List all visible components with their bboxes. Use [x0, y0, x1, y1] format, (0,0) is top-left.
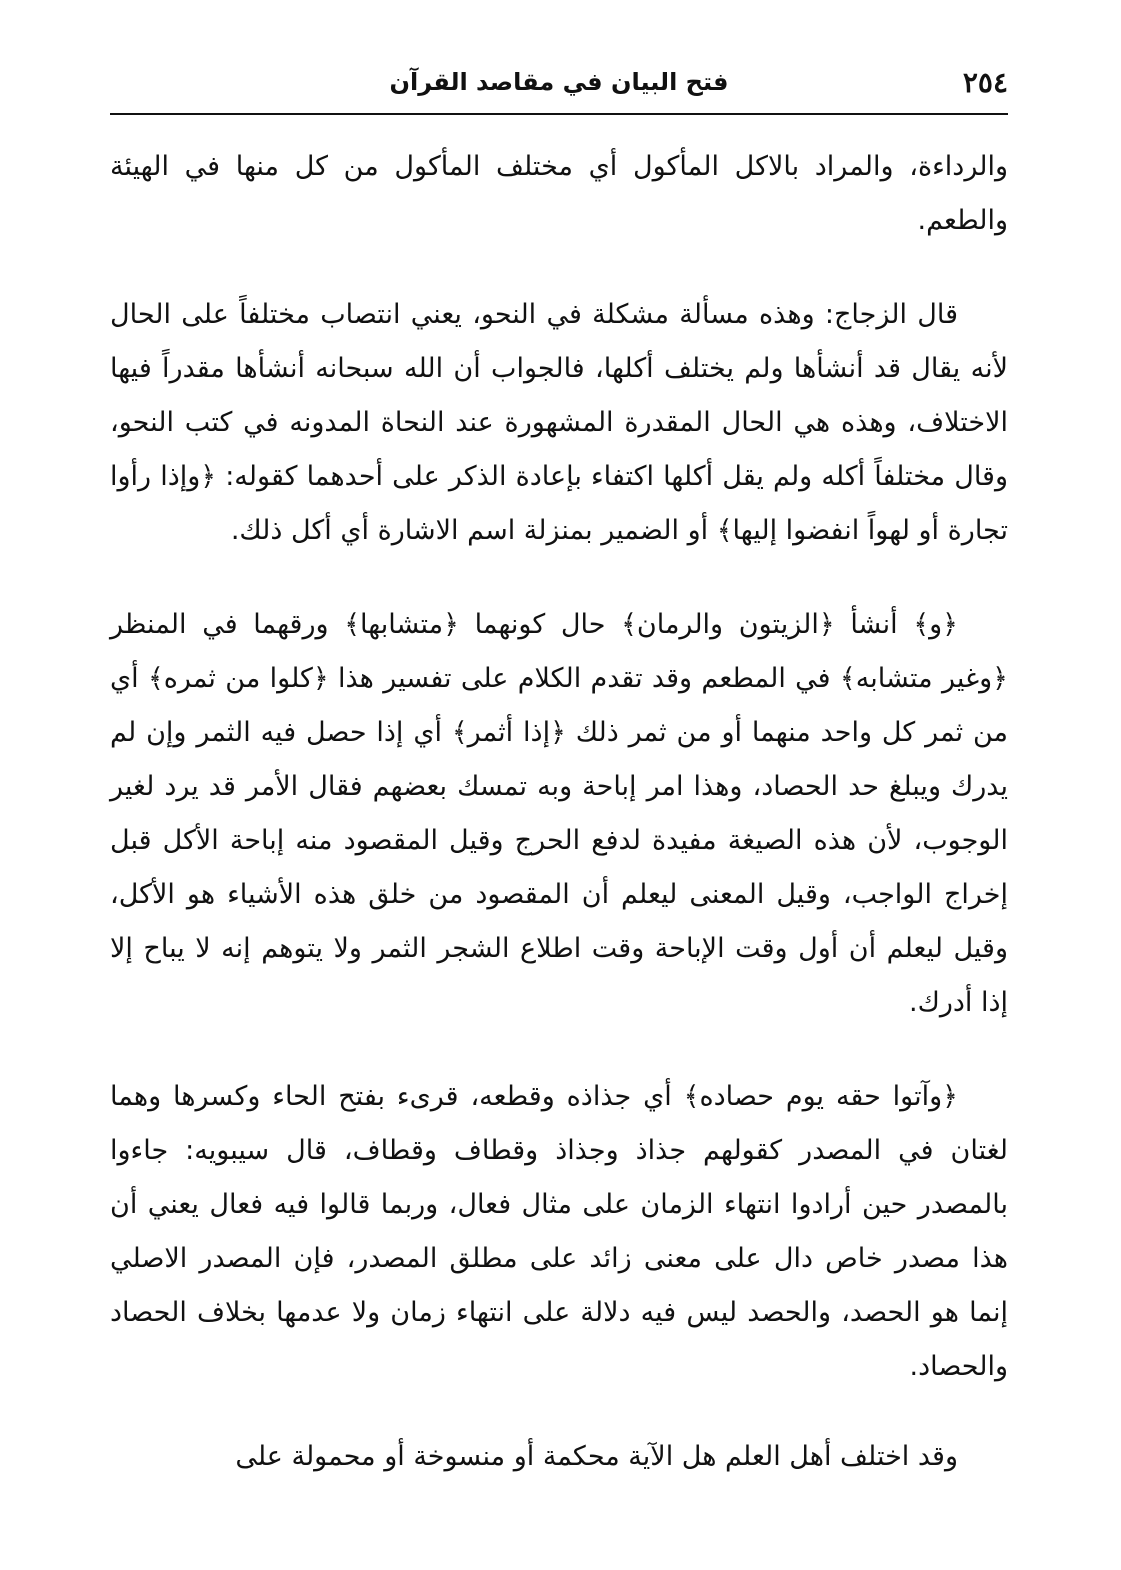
paragraph-5: وقد اختلف أهل العلم هل الآية محكمة أو منسوخة أو محمولة على	[235, 1441, 958, 1472]
paragraph-spacer	[110, 1030, 1008, 1070]
page-header	[110, 60, 1008, 108]
paragraph-spacer	[110, 558, 1008, 598]
paragraph-1: والرداءة، والمراد بالاكل المأكول أي مختلف المأكول من كل منها في الهيئة والطعم.	[110, 151, 1008, 236]
paragraph-4: ﴿وآتوا حقه يوم حصاده﴾ أي جذاذه وقطعه، قرىء بفتح الحاء وكسرها وهما لغتان في المصدر كقولهم جذاذ وجذاذ وقطاف وقطاف، قال سيبويه: جاءوا بالمصدر حين أرادوا انتهاء الزمان على مثال فعال، وربما قالوا فيه فعال يعني أن هذا مصدر خاص دال على معنى زائد على مطلق المصدر، فإن المصدر الاصلي إنما هو الحصد، والحصد ليس فيه دلالة على انتهاء زمان ولا عدمها بخلاف الحصاد والحصاد.	[110, 1081, 1008, 1382]
paragraph-spacer	[110, 248, 1008, 288]
page-number: ٢٥٤	[962, 66, 1008, 99]
paragraph-3: ﴿و﴾ أنشأ ﴿الزيتون والرمان﴾ حال كونهما ﴿متشابها﴾ ورقهما في المنظر ﴿وغير متشابه﴾ في المطعم وقد تقدم الكلام على تفسير هذا ﴿كلوا من ثمره﴾ أي من ثمر كل واحد منهما أو من ثمر ذلك ﴿إذا أثمر﴾ أي إذا حصل فيه الثمر وإن لم يدرك ويبلغ حد الحصاد، وهذا امر إباحة وبه تمسك بعضهم فقال الأمر قد يرد لغير الوجوب، لأن هذه الصيغة مفيدة لدفع الحرج وقيل المقصود منه إباحة الأكل قبل إخراج الواجب، وقيل المعنى ليعلم أن المقصود من خلق هذه الأشياء هو الأكل، وقيل ليعلم أن أول وقت الإباحة وقت اطلاع الشجر الثمر ولا يتوهم إنه لا يباح إلا إذا أدرك.	[110, 609, 1008, 1018]
header-rule	[110, 113, 1008, 115]
body-text	[110, 140, 1008, 1484]
paragraph-spacer	[110, 1394, 1008, 1430]
running-title: فتح البيان في مقاصد القرآن	[389, 68, 729, 96]
paragraph-2: قال الزجاج: وهذه مسألة مشكلة في النحو، يعني انتصاب مختلفاً على الحال لأنه يقال قد أنشأها ولم يختلف أكلها، فالجواب أن الله سبحانه أنشأها مقدراً فيها الاختلاف، وهذه هي الحال المقدرة المشهورة عند النحاة المدونه في كتب النحو، وقال مختلفاً أكله ولم يقل أكلها اكتفاء بإعادة الذكر على أحدهما كقوله: ﴿وإذا رأوا تجارة أو لهواً انفضوا إليها﴾ أو الضمير بمنزلة اسم الاشارة أي أكل ذلك.	[110, 299, 1008, 546]
